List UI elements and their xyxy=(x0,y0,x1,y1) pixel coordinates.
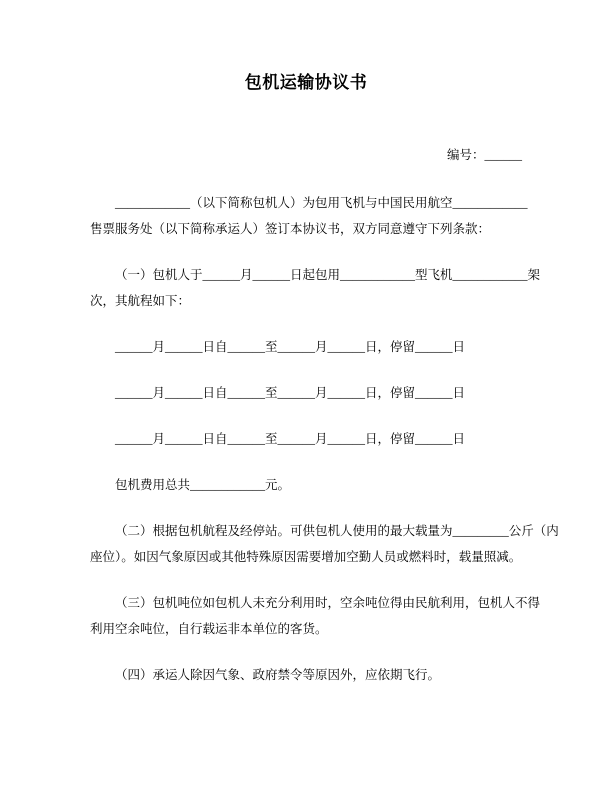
paragraph-line: （四）承运人除因气象、政府禁令等原因外，应依期飞行。 xyxy=(115,668,441,682)
paragraph-line: ______月______日自______至______月______日，停留______日 xyxy=(115,340,466,354)
paragraph-line: 次，其航程如下： xyxy=(90,294,191,308)
paragraph-line: 座位）。如因气象原因或其他特殊原因需要增加空勤人员或燃料时，载量照减。 xyxy=(90,550,522,564)
paragraph-line: ______月______日自______至______月______日，停留______日 xyxy=(115,432,466,446)
paragraph-line: 售票服务处（以下简称承运人）签订本协议书，双方同意遵守下列条款： xyxy=(90,222,491,236)
paragraph-line: 利用空余吨位，自行载运非本单位的客货。 xyxy=(90,622,328,636)
paragraph xyxy=(90,190,528,242)
paragraph-line: （三）包机吨位如包机人未充分利用时，空余吨位得由民航利用，包机人不得 xyxy=(115,596,541,610)
paragraph xyxy=(90,662,522,688)
paragraph xyxy=(90,380,522,406)
document-number-line: 编号：______ xyxy=(446,148,522,162)
paragraph-line: ______月______日自______至______月______日，停留______日 xyxy=(115,386,466,400)
paragraph xyxy=(90,472,522,498)
paragraph xyxy=(90,590,541,642)
paragraph xyxy=(90,426,522,452)
paragraph xyxy=(90,334,522,360)
document-body xyxy=(90,190,559,688)
paragraph xyxy=(90,262,541,314)
document-title: 包机运输协议书 xyxy=(244,73,368,92)
paragraph-line: （二）根据包机航程及经停站。可供包机人使用的最大载量为_________公斤（内 xyxy=(115,524,559,538)
paragraph-line: （一）包机人于______月______日起包用____________型飞机____________架 xyxy=(115,268,541,282)
paragraph xyxy=(90,518,559,570)
paragraph-line: ____________（以下简称包机人）为包用飞机与中国民用航空____________ xyxy=(115,196,528,210)
paragraph-line: 包机费用总共____________元。 xyxy=(115,478,291,492)
